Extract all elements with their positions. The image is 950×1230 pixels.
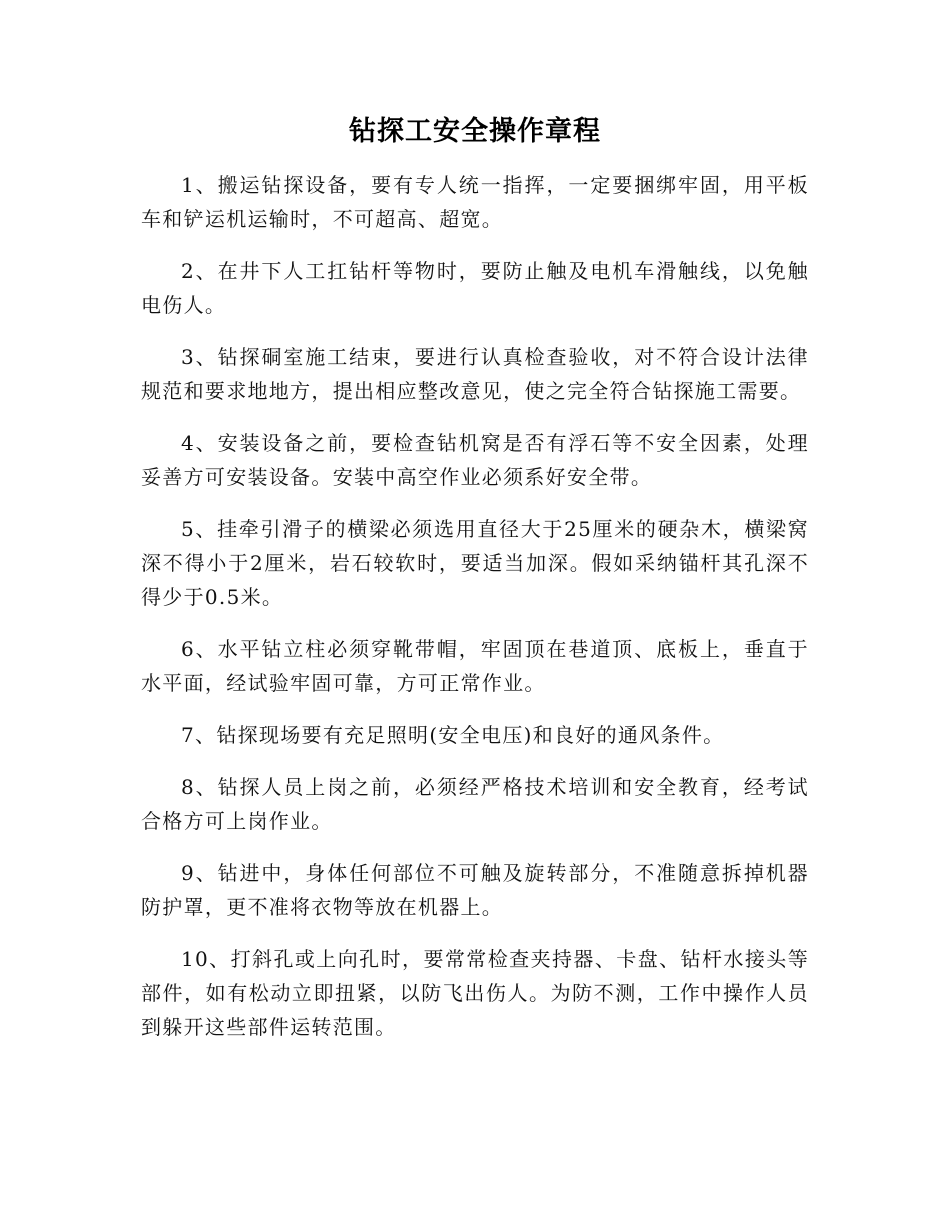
- paragraph-6: 6、水平钻立柱必须穿靴带帽，牢固顶在巷道顶、底板上，垂直于水平面，经试验牢固可靠，方可正常作业。: [141, 637, 809, 695]
- paragraph-1: 1、搬运钻探设备，要有专人统一指挥，一定要捆绑牢固，用平板车和铲运机运输时，不可超高、超宽。: [141, 173, 809, 231]
- paragraph-3: 3、钻探硐室施工结束，要进行认真检查验收，对不符合设计法律规范和要求地地方，提出相应整改意见，使之完全符合钻探施工需要。: [141, 345, 809, 403]
- paragraph-2: 2、在井下人工扛钻杆等物时，要防止触及电机车滑触线，以免触电伤人。: [141, 259, 809, 317]
- document-body: [141, 168, 809, 1044]
- paragraph-10: 10、打斜孔或上向孔时，要常常检查夹持器、卡盘、钻杆水接头等部件，如有松动立即扭紧，以防飞出伤人。为防不测，工作中操作人员到躲开这些部件运转范围。: [141, 947, 809, 1039]
- paragraph-4: 4、安装设备之前，要检查钻机窝是否有浮石等不安全因素，处理妥善方可安装设备。安装中高空作业必须系好安全带。: [141, 431, 809, 489]
- paragraph-9: 9、钻进中，身体任何部位不可触及旋转部分，不准随意拆掉机器防护罩，更不准将衣物等放在机器上。: [141, 861, 809, 919]
- document-page: [141, 108, 809, 1044]
- paragraph-5: 5、挂牵引滑子的横梁必须选用直径大于25厘米的硬杂木，横梁窝深不得小于2厘米，岩石较软时，要适当加深。假如采纳锚杆其孔深不得少于0.5米。: [141, 517, 809, 609]
- document-title: 钻探工安全操作章程: [349, 116, 601, 147]
- paragraph-8: 8、钻探人员上岗之前，必须经严格技术培训和安全教育，经考试合格方可上岗作业。: [141, 775, 809, 833]
- paragraph-7: 7、钻探现场要有充足照明(安全电压)和良好的通风条件。: [181, 723, 725, 747]
